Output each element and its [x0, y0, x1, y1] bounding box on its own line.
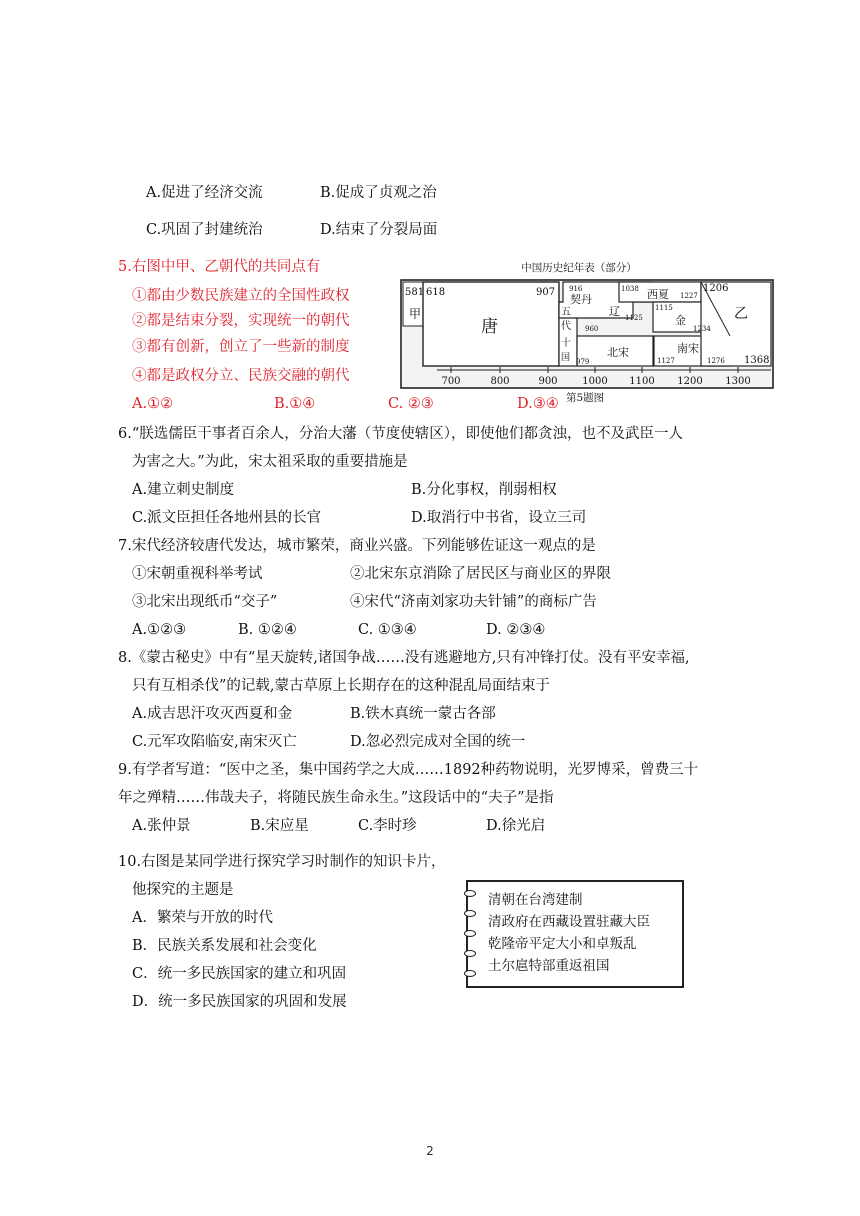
- q10-option-c: C．统一多民族国家的建立和巩固: [132, 966, 347, 982]
- block-yi: [701, 282, 771, 366]
- q4-option-b: B.促成了贞观之治: [320, 185, 437, 201]
- label-liao: 辽: [609, 305, 620, 318]
- q7-item-3: ③北宋出现纸币“交子”: [132, 594, 278, 610]
- q5-item-2: ②都是结束分裂，实现统一的朝代: [132, 313, 350, 329]
- q10-stem-line-1: 10.右图是某同学进行探究学习时制作的知识卡片，: [118, 854, 446, 870]
- label-jin: 金: [675, 314, 686, 327]
- q9-option-d: D.徐光启: [486, 818, 546, 834]
- card-line-4: 土尔扈特部重返祖国: [488, 958, 610, 974]
- axis-tick-1200: 1200: [677, 376, 703, 387]
- q6-option-d: D.取消行中书省，设立三司: [411, 510, 587, 526]
- q6-stem-line-2: 为害之大。”为此，宋太祖采取的重要措施是: [132, 454, 408, 470]
- label-shiguo-2: 国: [561, 353, 571, 363]
- label-wudai-2: 代: [561, 321, 571, 332]
- year-979: 979: [576, 358, 590, 366]
- q7-item-1: ①宋朝重视科举考试: [132, 566, 263, 582]
- year-1125: 1125: [625, 314, 643, 322]
- label-yi: 乙: [734, 306, 748, 322]
- q5-option-a: A.①②: [132, 396, 174, 412]
- axis-tick-1100: 1100: [629, 376, 655, 387]
- year-618: 618: [426, 287, 446, 298]
- q8-option-d: D.忽必烈完成对全国的统一: [350, 734, 526, 750]
- year-1206: 1206: [703, 283, 729, 294]
- binder-ring-icon: [464, 930, 476, 937]
- label-xixia: 西夏: [647, 288, 669, 301]
- q7-stem: 7.宋代经济较唐代发达，城市繁荣，商业兴盛。下列能够佐证这一观点的是: [118, 538, 596, 554]
- q5-item-1: ①都由少数民族建立的全国性政权: [132, 288, 350, 304]
- timeline-figure: [377, 258, 777, 406]
- q7-option-b: B. ①②④: [238, 622, 297, 638]
- q8-option-a: A.成吉思汗攻灭西夏和金: [132, 706, 293, 722]
- axis-tick-1300: 1300: [725, 376, 751, 387]
- q8-stem-line-1: 8.《蒙古秘史》中有“星天旋转,诸国争战……没有逃避地方,只有冲锋打仗。没有平安幸福,: [118, 650, 690, 666]
- q9-stem-line-1: 9.有学者写道：“医中之圣，集中国药学之大成……1892种药物说明，光罗博采，曾费三十: [118, 762, 699, 778]
- q7-option-d: D. ②③④: [486, 622, 546, 638]
- q5-item-4: ④都是政权分立、民族交融的朝代: [132, 368, 350, 384]
- figure-caption: 第5题图: [566, 392, 605, 404]
- label-wudai-1: 五: [561, 307, 571, 318]
- q8-option-b: B.铁木真统一蒙古各部: [350, 706, 496, 722]
- year-1368: 1368: [744, 355, 770, 366]
- q9-option-a: A.张仲景: [132, 818, 191, 834]
- q6-option-a: A.建立刺史制度: [132, 482, 235, 498]
- label-shiguo-1: 十: [561, 338, 571, 349]
- year-916: 916: [569, 285, 583, 293]
- binder-ring-icon: [464, 970, 476, 977]
- card-line-3: 乾隆帝平定大小和卓叛乱: [488, 936, 637, 952]
- q5-option-c: C. ②③: [388, 396, 434, 412]
- label-southern-song: 南宋: [677, 342, 699, 355]
- label-northern-song: 北宋: [607, 346, 629, 359]
- year-1038: 1038: [621, 285, 639, 293]
- q10-option-a: A．繁荣与开放的时代: [132, 910, 273, 926]
- q8-option-c: C.元军攻陷临安,南宋灭亡: [132, 734, 297, 750]
- q5-option-b: B.①④: [274, 396, 316, 412]
- year-1127: 1127: [657, 357, 675, 365]
- card-line-1: 清朝在台湾建制: [488, 892, 583, 908]
- binder-ring-icon: [464, 950, 476, 957]
- year-581: 581: [405, 287, 425, 298]
- q6-stem-line-1: 6.“朕选儒臣干事者百余人，分治大藩（节度使辖区），即使他们都贪浊，也不及武臣一人: [118, 426, 683, 442]
- year-1276: 1276: [707, 357, 725, 365]
- binder-ring-icon: [464, 910, 476, 917]
- year-907: 907: [536, 287, 556, 298]
- year-1234: 1234: [693, 325, 711, 333]
- q7-item-4: ④宋代“济南刘家功夫针铺”的商标广告: [350, 594, 597, 610]
- q8-stem-line-2: 只有互相杀伐”的记载,蒙古草原上长期存在的这种混乱局面结束于: [132, 678, 551, 694]
- q9-option-b: B.宋应星: [250, 818, 309, 834]
- year-1115: 1115: [655, 304, 673, 312]
- axis-tick-700: 700: [441, 376, 461, 387]
- binder-ring-icon: [464, 890, 476, 897]
- q5-stem: 5.右图中甲、乙朝代的共同点有: [118, 259, 321, 275]
- q4-option-d: D.结束了分裂局面: [320, 222, 438, 238]
- label-tang: 唐: [481, 317, 498, 337]
- q9-stem-line-2: 年之殚精……伟哉夫子，将随民族生命永生。”这段话中的“夫子”是指: [118, 790, 554, 806]
- q5-option-d: D.③④: [517, 396, 559, 412]
- q7-item-2: ②北宋东京消除了居民区与商业区的界限: [350, 566, 611, 582]
- label-khitan: 契丹: [570, 293, 592, 306]
- q4-option-a: A.促进了经济交流: [146, 185, 263, 201]
- q10-stem-line-2: 他探究的主题是: [132, 882, 234, 898]
- page-number: 2: [426, 1144, 434, 1158]
- q4-option-c: C.巩固了封建统治: [146, 222, 263, 238]
- q6-option-c: C.派文臣担任各地州县的长官: [132, 510, 322, 526]
- knowledge-card: [466, 880, 684, 988]
- year-960: 960: [585, 325, 599, 333]
- card-line-2: 清政府在西藏设置驻藏大臣: [488, 914, 650, 930]
- q5-item-3: ③都有创新，创立了一些新的制度: [132, 339, 350, 355]
- axis-tick-800: 800: [490, 376, 510, 387]
- q7-option-a: A.①②③: [132, 622, 187, 638]
- axis-tick-1000: 1000: [582, 376, 608, 387]
- q10-option-d: D．统一多民族国家的巩固和发展: [132, 994, 347, 1010]
- q9-option-c: C.李时珍: [358, 818, 417, 834]
- q7-option-c: C. ①③④: [358, 622, 417, 638]
- figure-title: 中国历史纪年表（部分）: [521, 262, 637, 274]
- q10-option-b: B．民族关系发展和社会变化: [132, 938, 317, 954]
- label-jia: 甲: [409, 307, 422, 321]
- axis-tick-900: 900: [538, 376, 558, 387]
- q6-option-b: B.分化事权，削弱相权: [411, 482, 557, 498]
- year-1227: 1227: [680, 292, 698, 300]
